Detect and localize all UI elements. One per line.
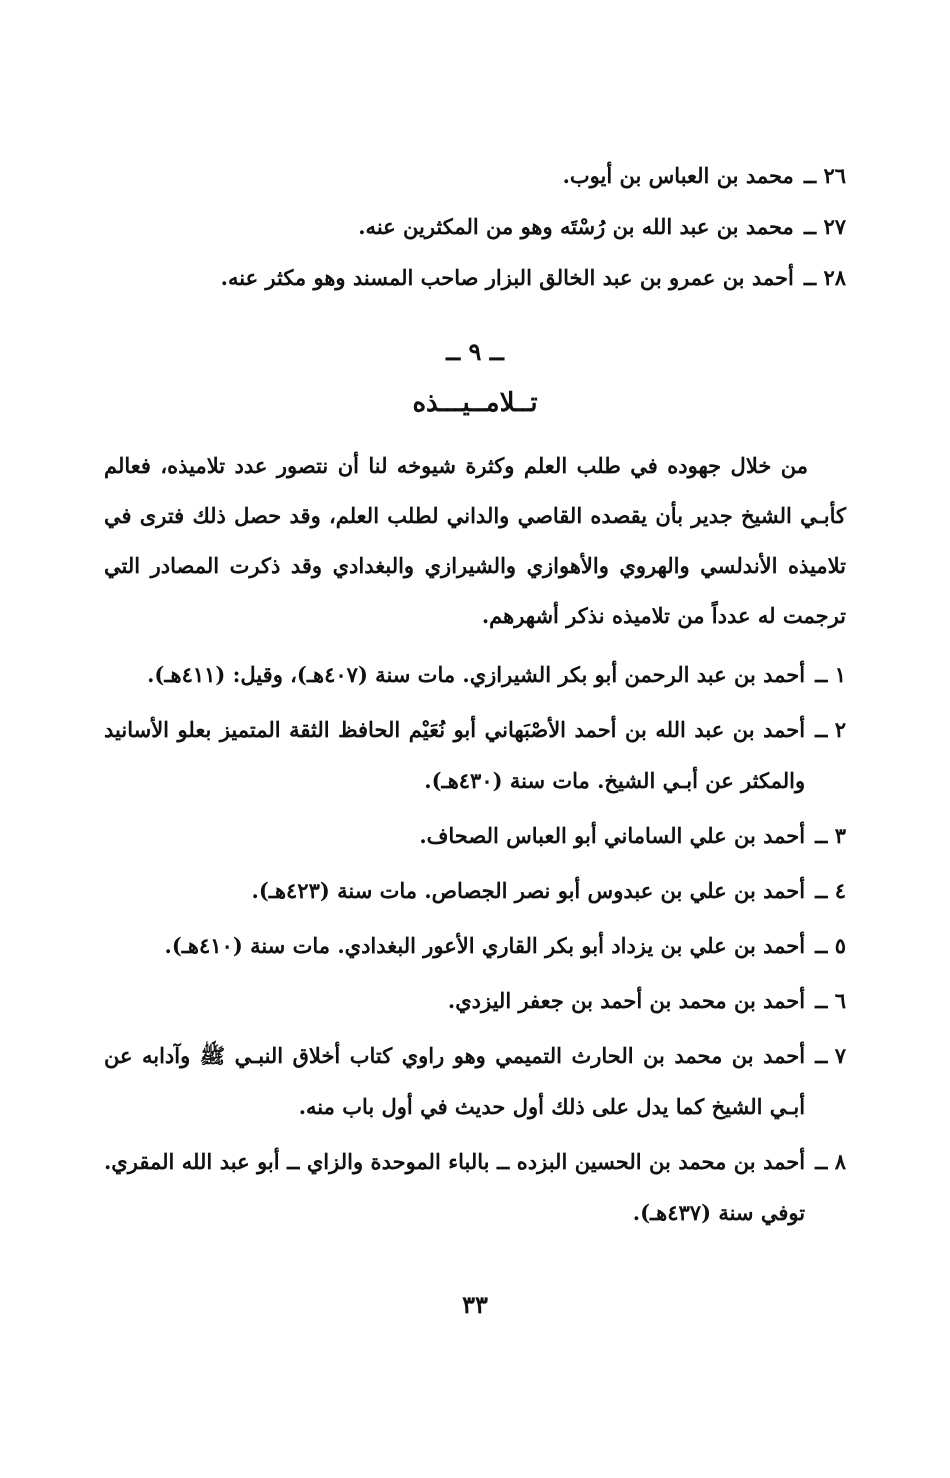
item-text: أحمد بن عمرو بن عبد الخالق البزار صاحب المسند وهو مكثر عنه. [220,265,794,290]
item-text: أحمد بن علي بن عبدوس أبو نصر الجصاص. مات سنة (٤٢٣هـ). [251,878,806,903]
item-number: ٤ ــ [815,878,846,903]
page-content [104,150,846,1242]
students-list [104,649,846,1238]
item-number: ٢ ــ [815,717,846,742]
item-text: محمد بن العباس بن أيوب. [562,163,794,188]
previous-teachers-list [104,150,846,303]
list-item [104,1030,846,1132]
page-number: ٣٣ [462,1290,488,1319]
item-text: محمد بن عبد الله بن رُسْتَه وهو من المكثرين عنه. [358,214,794,239]
list-item [104,810,846,861]
item-number: ٢٨ ــ [803,265,846,290]
item-text: أحمد بن محمد بن أحمد بن جعفر اليزدي. [447,988,806,1013]
intro-paragraph: من خلال جهوده في طلب العلم وكثرة شيوخه لنا أن نتصور عدد تلاميذه، فعالم كأبـي الشيخ جدير بأن يقصده القاصي والداني لطلب العلم، وقد حصل ذلك فترى في تلاميذه الأندلسي والهروي والأهوازي والشيرازي والبغدادي وقد ذكرت المصادر التي ترجمت له عدداً من تلاميذه نذكر أشهرهم. [104,453,846,628]
list-item [104,865,846,916]
item-number: ٢٧ ــ [803,214,846,239]
item-text: أحمد بن علي بن يزداد أبو بكر القاري الأعور البغدادي. مات سنة (٤١٠هـ). [164,933,806,958]
item-number: ٥ ــ [815,933,846,958]
item-text: أحمد بن محمد بن الحسين البزده ــ بالباء الموحدة والزاي ــ أبو عبد الله المقري. توفي سنة (٤٣٧هـ). [104,1149,806,1225]
section-title: تــلامــيـــذه [412,388,538,418]
list-item [104,704,846,806]
item-number: ٢٦ ــ [803,163,846,188]
item-number: ٦ ــ [815,988,846,1013]
list-item [104,252,846,303]
item-text: أحمد بن علي الساماني أبو العباس الصحاف. [419,823,806,848]
item-number: ٨ ــ [815,1149,846,1174]
item-text: أحمد بن عبد الرحمن أبو بكر الشيرازي. مات سنة (٤٠٧هـ)، وقيل: (٤١١هـ). [147,662,806,687]
list-item [104,649,846,700]
list-item [104,150,846,201]
section-number: ــ ٩ ــ [446,337,504,366]
list-item [104,920,846,971]
item-number: ٧ ــ [815,1043,846,1068]
list-item [104,1136,846,1238]
list-item [104,201,846,252]
item-number: ٣ ــ [815,823,846,848]
item-number: ١ ــ [815,662,846,687]
item-text: أحمد بن عبد الله بن أحمد الأصْبَهاني أبو نُعَيْم الحافظ الثقة المتميز بعلو الأسانيد والمكثر عن أبـي الشيخ. مات سنة (٤٣٠هـ). [104,717,806,793]
list-item [104,975,846,1026]
item-text: أحمد بن محمد بن الحارث التميمي وهو راوي كتاب أخلاق النبـي ﷺ وآدابه عن أبـي الشيخ كما يدل على ذلك أول حديث في أول باب منه. [104,1043,806,1119]
